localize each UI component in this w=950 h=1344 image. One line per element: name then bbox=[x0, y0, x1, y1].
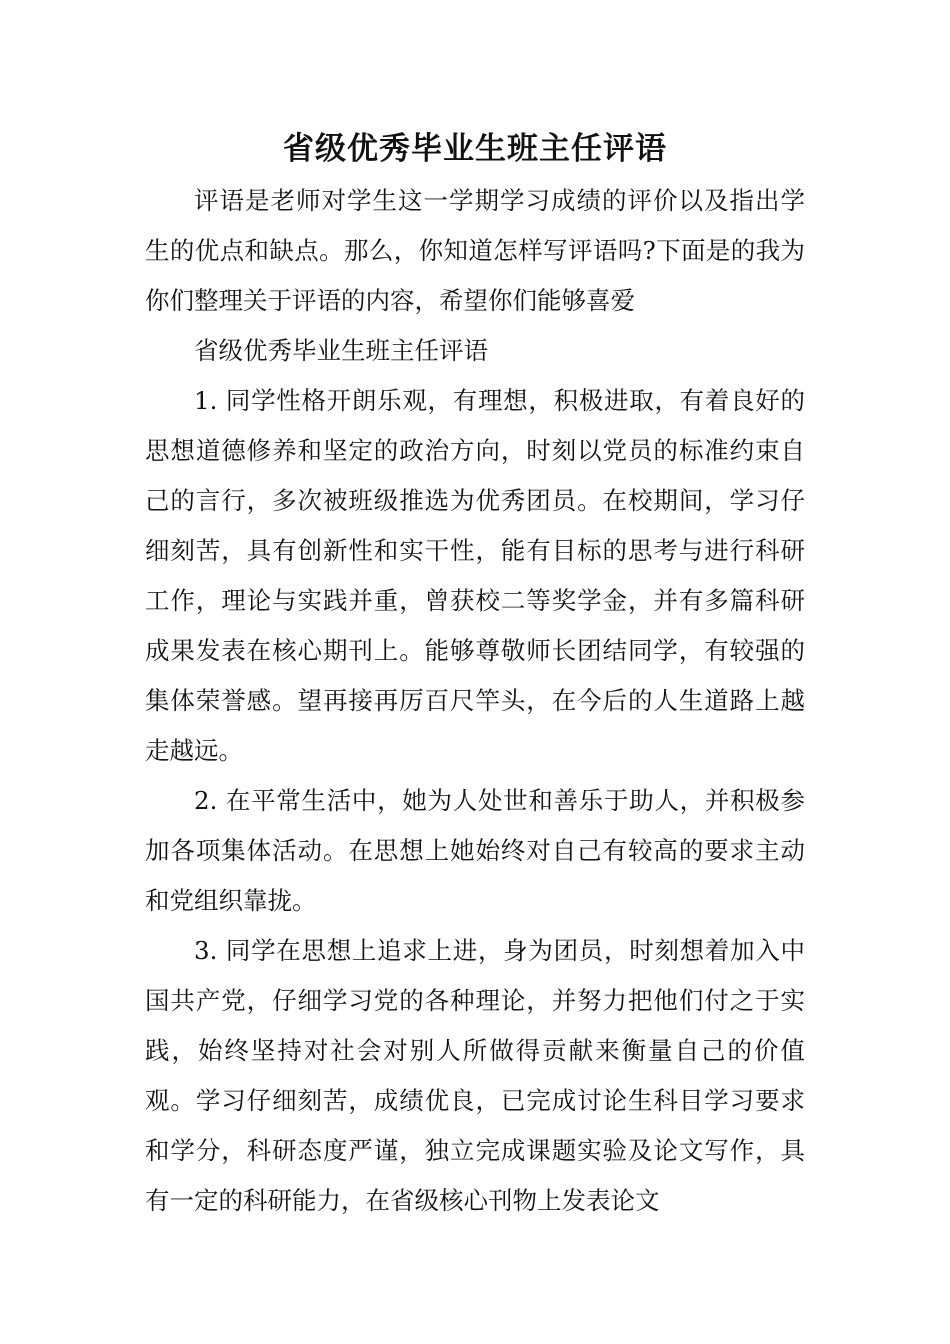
document-title: 省级优秀毕业生班主任评语 bbox=[283, 131, 667, 167]
section-heading: 省级优秀毕业生班主任评语 bbox=[194, 336, 488, 365]
comment-paragraph-1: 1. 同学性格开朗乐观，有理想，积极进取，有着良好的思想道德修养和坚定的政治方向，时刻以党员的标准约束自己的言行，多次被班级推选为优秀团员。在校期间，学习仔细刻苦，具有创新性和实干性，能有目标的思考与进行科研工作，理论与实践并重，曾获校二等奖学金，并有多篇科研成果发表在核心期刊上。能够尊敬师长团结同学，有较强的集体荣誉感。望再接再厉百尺竿头，在今后的人生道路上越走越远。 bbox=[145, 386, 805, 765]
intro-paragraph: 评语是老师对学生这一学期学习成绩的评价以及指出学生的优点和缺点。那么，你知道怎样写评语吗?下面是的我为你们整理关于评语的内容，希望你们能够喜爱 bbox=[145, 186, 805, 315]
document-body bbox=[145, 176, 805, 1226]
comment-paragraph-3: 3. 同学在思想上追求上进，身为团员，时刻想着加入中国共产党，仔细学习党的各种理论，并努力把他们付之于实践，始终坚持对社会对别人所做得贡献来衡量自己的价值观。学习仔细刻苦，成绩优良，已完成讨论生科目学习要求和学分，科研态度严谨，独立完成课题实验及论文写作，具有一定的科研能力，在省级核心刊物上发表论文 bbox=[145, 936, 805, 1215]
comment-paragraph-2: 2. 在平常生活中，她为人处世和善乐于助人，并积极参加各项集体活动。在思想上她始终对自己有较高的要求主动和党组织靠拢。 bbox=[145, 786, 805, 915]
